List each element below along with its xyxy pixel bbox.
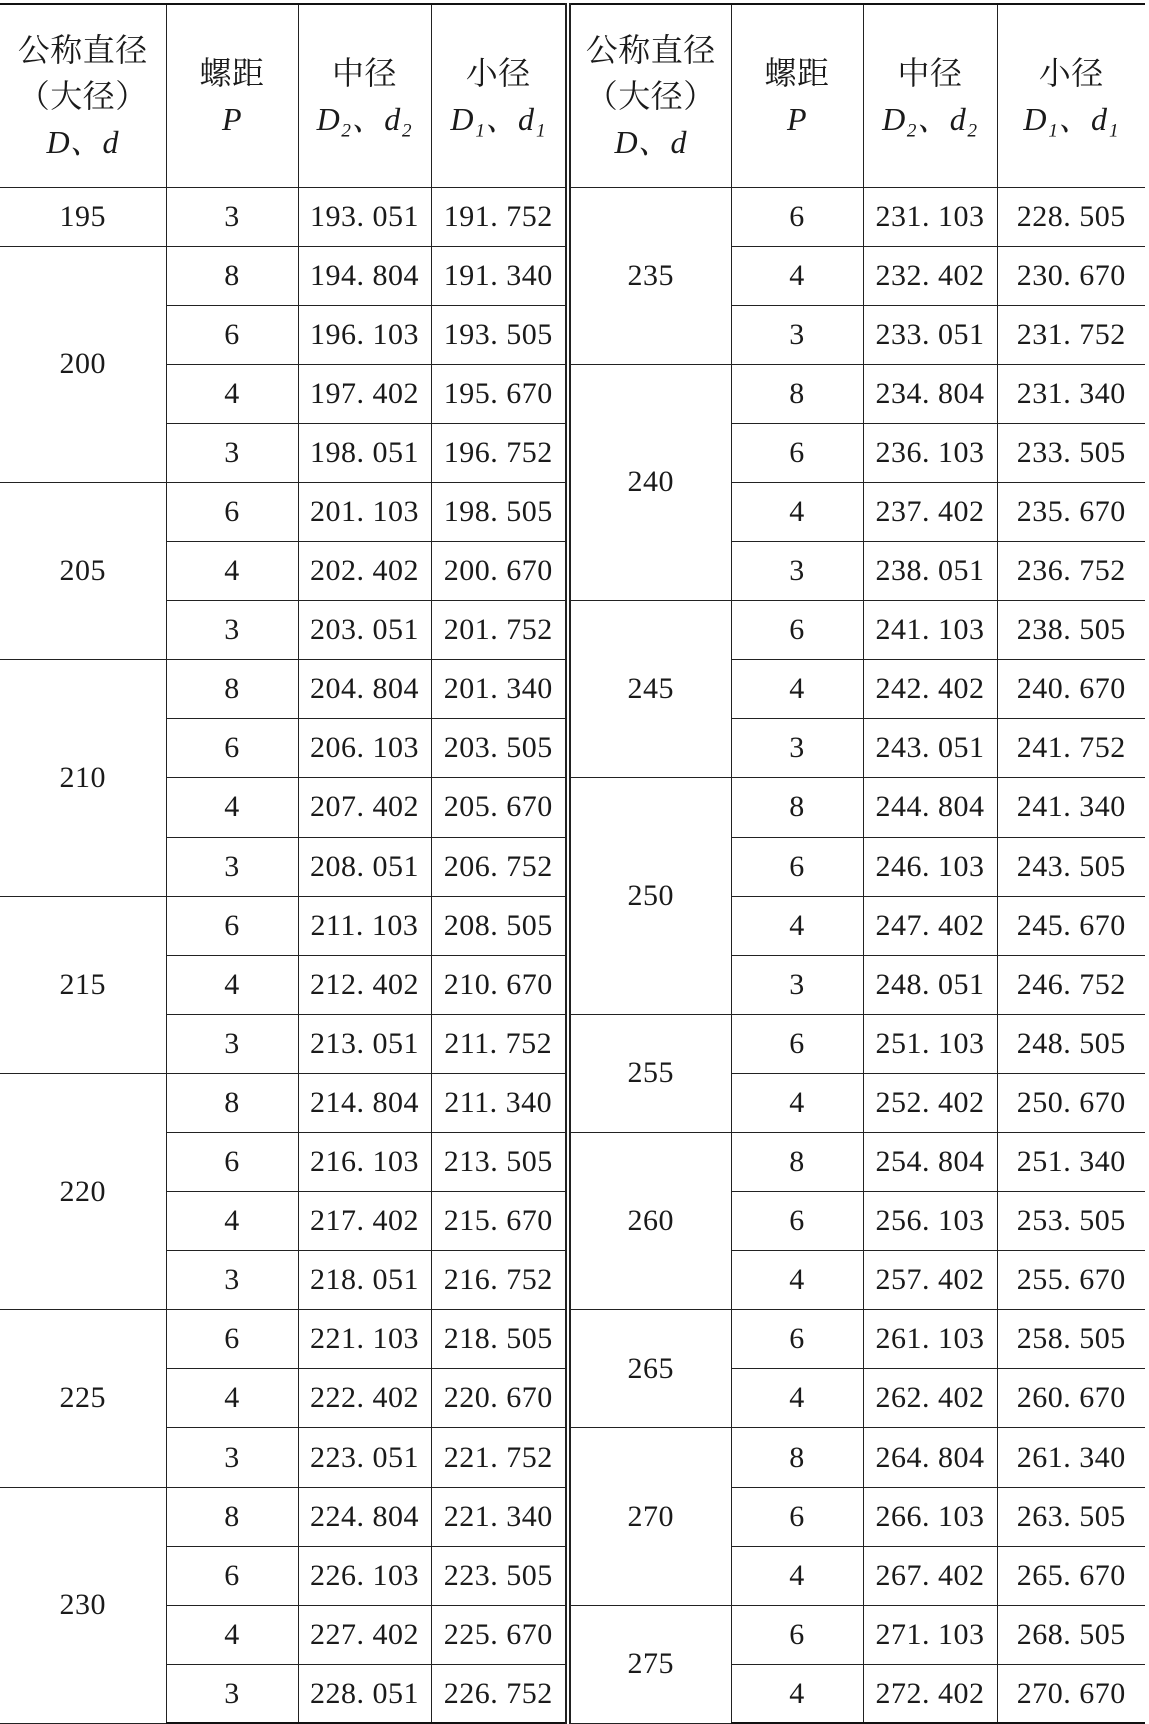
pitch-cell: 8 [731,1428,863,1487]
pitch-cell: 4 [166,778,298,837]
table-row [0,601,1145,660]
pitch-diameter-cell: 257. 402 [863,1251,997,1310]
pitch-diameter-cell: 232. 402 [863,246,997,305]
pitch-diameter-cell: 231. 103 [863,187,997,246]
pitch-diameter-cell: 221. 103 [298,1310,431,1369]
minor-diameter-header: 小径 D₁、d₁ [997,4,1145,187]
pitch-diameter-cell: 267. 402 [863,1546,997,1605]
pitch-diameter-cell: 217. 402 [298,1192,431,1251]
pitch-cell: 4 [166,542,298,601]
nominal-diameter-cell: 275 [568,1605,731,1723]
pitch-diameter-cell: 233. 051 [863,305,997,364]
table-row [0,778,1145,837]
pitch-diameter-cell: 193. 051 [298,187,431,246]
pitch-cell: 4 [731,246,863,305]
minor-diameter-cell: 258. 505 [997,1310,1145,1369]
minor-diameter-cell: 215. 670 [431,1192,568,1251]
minor-diameter-cell: 221. 340 [431,1487,568,1546]
pitch-cell: 3 [166,601,298,660]
minor-diameter-cell: 231. 340 [997,364,1145,423]
minor-diameter-cell: 191. 340 [431,246,568,305]
nominal-diameter-cell: 265 [568,1310,731,1428]
pitch-diameter-cell: 261. 103 [863,1310,997,1369]
pitch-cell: 6 [166,1546,298,1605]
pitch-cell: 6 [166,305,298,364]
pitch-diameter-cell: 246. 103 [863,837,997,896]
pitch-diameter-cell: 194. 804 [298,246,431,305]
pitch-cell: 3 [166,423,298,482]
minor-diameter-cell: 243. 505 [997,837,1145,896]
pitch-cell: 6 [166,482,298,541]
pitch-cell: 8 [731,778,863,837]
minor-diameter-cell: 225. 670 [431,1605,568,1664]
pitch-diameter-cell: 244. 804 [863,778,997,837]
nominal-diameter-cell: 215 [0,896,166,1073]
minor-diameter-cell: 238. 505 [997,601,1145,660]
pitch-diameter-cell: 264. 804 [863,1428,997,1487]
nominal-diameter-cell: 245 [568,601,731,778]
minor-diameter-cell: 201. 752 [431,601,568,660]
minor-diameter-cell: 196. 752 [431,423,568,482]
pitch-cell: 3 [166,187,298,246]
pitch-diameter-cell: 224. 804 [298,1487,431,1546]
minor-diameter-cell: 263. 505 [997,1487,1145,1546]
pitch-cell: 6 [731,837,863,896]
minor-diameter-cell: 203. 505 [431,719,568,778]
minor-diameter-cell: 211. 752 [431,1014,568,1073]
pitch-diameter-cell: 208. 051 [298,837,431,896]
minor-diameter-cell: 195. 670 [431,364,568,423]
pitch-cell: 8 [166,1487,298,1546]
pitch-diameter-cell: 266. 103 [863,1487,997,1546]
pitch-cell: 3 [731,305,863,364]
pitch-cell: 4 [166,1605,298,1664]
pitch-cell: 6 [166,1310,298,1369]
pitch-diameter-cell: 227. 402 [298,1605,431,1664]
pitch-cell: 8 [166,246,298,305]
pitch-diameter-cell: 271. 103 [863,1605,997,1664]
table-row [0,1605,1145,1664]
pitch-diameter-cell: 254. 804 [863,1133,997,1192]
table-row [0,1014,1145,1073]
thread-dimension-table [0,3,1145,1724]
minor-diameter-cell: 205. 670 [431,778,568,837]
pitch-diameter-cell: 272. 402 [863,1664,997,1723]
pitch-cell: 4 [731,482,863,541]
table-row [0,1310,1145,1369]
minor-diameter-cell: 236. 752 [997,542,1145,601]
pitch-diameter-cell: 226. 103 [298,1546,431,1605]
nominal-diameter-cell: 210 [0,660,166,896]
pitch-diameter-cell: 216. 103 [298,1133,431,1192]
pitch-diameter-cell: 238. 051 [863,542,997,601]
pitch-diameter-cell: 247. 402 [863,896,997,955]
pitch-cell: 3 [166,1428,298,1487]
minor-diameter-cell: 245. 670 [997,896,1145,955]
minor-diameter-cell: 200. 670 [431,542,568,601]
pitch-diameter-cell: 248. 051 [863,955,997,1014]
pitch-cell: 4 [166,1369,298,1428]
minor-diameter-cell: 211. 340 [431,1073,568,1132]
pitch-cell: 8 [731,1133,863,1192]
pitch-diameter-cell: 256. 103 [863,1192,997,1251]
pitch-diameter-cell: 196. 103 [298,305,431,364]
pitch-diameter-cell: 201. 103 [298,482,431,541]
minor-diameter-cell: 191. 752 [431,187,568,246]
pitch-diameter-cell: 203. 051 [298,601,431,660]
pitch-cell: 6 [731,423,863,482]
nominal-diameter-cell: 255 [568,1014,731,1132]
minor-diameter-cell: 255. 670 [997,1251,1145,1310]
pitch-cell: 6 [731,1192,863,1251]
minor-diameter-cell: 253. 505 [997,1192,1145,1251]
table-row [0,1133,1145,1192]
minor-diameter-cell: 201. 340 [431,660,568,719]
pitch-cell: 3 [731,955,863,1014]
minor-diameter-cell: 268. 505 [997,1605,1145,1664]
pitch-cell: 6 [731,601,863,660]
pitch-diameter-cell: 213. 051 [298,1014,431,1073]
pitch-cell: 6 [731,1014,863,1073]
pitch-cell: 6 [166,1133,298,1192]
pitch-diameter-cell: 237. 402 [863,482,997,541]
minor-diameter-cell: 213. 505 [431,1133,568,1192]
minor-diameter-cell: 260. 670 [997,1369,1145,1428]
pitch-diameter-cell: 228. 051 [298,1664,431,1723]
pitch-diameter-cell: 212. 402 [298,955,431,1014]
pitch-diameter-cell: 252. 402 [863,1073,997,1132]
nominal-diameter-cell: 230 [0,1487,166,1723]
table-row [0,364,1145,423]
minor-diameter-cell: 248. 505 [997,1014,1145,1073]
pitch-diameter-cell: 204. 804 [298,660,431,719]
pitch-cell: 4 [166,1192,298,1251]
pitch-diameter-cell: 242. 402 [863,660,997,719]
pitch-diameter-header: 中径 D₂、d₂ [298,4,431,187]
minor-diameter-cell: 241. 340 [997,778,1145,837]
pitch-cell: 3 [166,837,298,896]
minor-diameter-cell: 270. 670 [997,1664,1145,1723]
table-row [0,1428,1145,1487]
pitch-diameter-cell: 236. 103 [863,423,997,482]
nominal-diameter-cell: 220 [0,1073,166,1309]
pitch-diameter-header: 中径 D₂、d₂ [863,4,997,187]
minor-diameter-cell: 250. 670 [997,1073,1145,1132]
pitch-cell: 4 [731,1073,863,1132]
pitch-diameter-cell: 198. 051 [298,423,431,482]
pitch-diameter-cell: 234. 804 [863,364,997,423]
nominal-diameter-header: 公称直径 （大径） D、d [568,4,731,187]
minor-diameter-cell: 230. 670 [997,246,1145,305]
pitch-cell: 3 [166,1251,298,1310]
pitch-diameter-cell: 214. 804 [298,1073,431,1132]
pitch-cell: 6 [166,896,298,955]
nominal-diameter-cell: 270 [568,1428,731,1605]
pitch-cell: 3 [166,1664,298,1723]
minor-diameter-cell: 220. 670 [431,1369,568,1428]
minor-diameter-cell: 241. 752 [997,719,1145,778]
pitch-cell: 6 [166,719,298,778]
pitch-cell: 6 [731,1310,863,1369]
table-row [0,187,1145,246]
pitch-cell: 6 [731,187,863,246]
pitch-diameter-cell: 197. 402 [298,364,431,423]
pitch-diameter-cell: 206. 103 [298,719,431,778]
minor-diameter-cell: 193. 505 [431,305,568,364]
pitch-cell: 6 [731,1487,863,1546]
nominal-diameter-cell: 250 [568,778,731,1014]
pitch-diameter-cell: 262. 402 [863,1369,997,1428]
minor-diameter-cell: 223. 505 [431,1546,568,1605]
minor-diameter-cell: 210. 670 [431,955,568,1014]
header-row [0,4,1145,187]
pitch-cell: 4 [731,660,863,719]
minor-diameter-cell: 206. 752 [431,837,568,896]
nominal-diameter-cell: 225 [0,1310,166,1487]
pitch-diameter-cell: 223. 051 [298,1428,431,1487]
minor-diameter-cell: 233. 505 [997,423,1145,482]
minor-diameter-cell: 218. 505 [431,1310,568,1369]
minor-diameter-cell: 251. 340 [997,1133,1145,1192]
minor-diameter-cell: 261. 340 [997,1428,1145,1487]
pitch-diameter-cell: 218. 051 [298,1251,431,1310]
pitch-cell: 4 [166,955,298,1014]
nominal-diameter-cell: 205 [0,482,166,659]
minor-diameter-cell: 226. 752 [431,1664,568,1723]
nominal-diameter-cell: 235 [568,187,731,364]
pitch-header: 螺距 P [166,4,298,187]
nominal-diameter-cell: 260 [568,1133,731,1310]
pitch-cell: 4 [731,1251,863,1310]
nominal-diameter-cell: 195 [0,187,166,246]
pitch-cell: 4 [731,1546,863,1605]
pitch-cell: 3 [166,1014,298,1073]
pitch-diameter-cell: 241. 103 [863,601,997,660]
pitch-cell: 8 [166,1073,298,1132]
minor-diameter-cell: 235. 670 [997,482,1145,541]
nominal-diameter-cell: 200 [0,246,166,482]
pitch-diameter-cell: 251. 103 [863,1014,997,1073]
pitch-header: 螺距 P [731,4,863,187]
minor-diameter-cell: 228. 505 [997,187,1145,246]
pitch-diameter-cell: 243. 051 [863,719,997,778]
pitch-diameter-cell: 211. 103 [298,896,431,955]
minor-diameter-cell: 240. 670 [997,660,1145,719]
pitch-cell: 4 [166,364,298,423]
minor-diameter-cell: 246. 752 [997,955,1145,1014]
pitch-diameter-cell: 222. 402 [298,1369,431,1428]
pitch-cell: 3 [731,719,863,778]
pitch-cell: 8 [166,660,298,719]
pitch-diameter-cell: 202. 402 [298,542,431,601]
pitch-cell: 4 [731,1369,863,1428]
pitch-diameter-cell: 207. 402 [298,778,431,837]
pitch-cell: 3 [731,542,863,601]
minor-diameter-cell: 221. 752 [431,1428,568,1487]
nominal-diameter-cell: 240 [568,364,731,600]
minor-diameter-cell: 198. 505 [431,482,568,541]
minor-diameter-header: 小径 D₁、d₁ [431,4,568,187]
pitch-cell: 4 [731,896,863,955]
pitch-cell: 4 [731,1664,863,1723]
nominal-diameter-header: 公称直径 （大径） D、d [0,4,166,187]
minor-diameter-cell: 216. 752 [431,1251,568,1310]
minor-diameter-cell: 265. 670 [997,1546,1145,1605]
pitch-cell: 8 [731,364,863,423]
minor-diameter-cell: 231. 752 [997,305,1145,364]
minor-diameter-cell: 208. 505 [431,896,568,955]
pitch-cell: 6 [731,1605,863,1664]
